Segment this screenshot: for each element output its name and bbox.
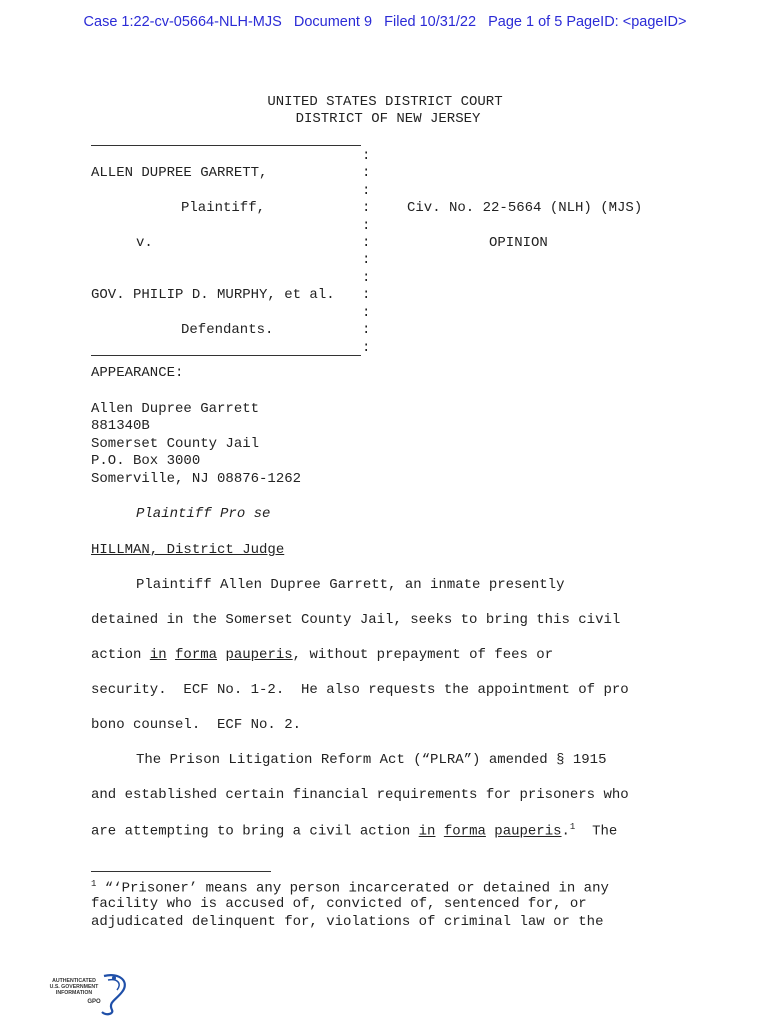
in-forma-pauperis-term: in: [418, 823, 436, 840]
body-line: The Prison Litigation Reform Act (“PLRA”) amended § 1915: [136, 752, 607, 768]
body-line: bono counsel. ECF No. 2.: [91, 717, 302, 733]
defendant-role: Defendants.: [181, 322, 274, 338]
eagle-swoosh: [102, 975, 125, 1014]
in-forma-pauperis-term: in: [149, 647, 167, 663]
body-text: The: [575, 823, 618, 840]
caption-colon: :: [362, 305, 371, 321]
footnote-line: adjudicated delinquent for, violations of criminal law or the: [91, 914, 604, 930]
caption-colon: :: [362, 287, 371, 303]
civil-number: Civ. No. 22-5664 (NLH) (MJS): [407, 200, 643, 216]
appearance-line: Somerset County Jail: [91, 436, 260, 452]
in-forma-pauperis-term: pauperis: [225, 647, 293, 663]
in-forma-pauperis-term: pauperis: [494, 823, 562, 840]
body-text: are attempting to bring a civil action: [91, 823, 419, 840]
footnote-line: [91, 879, 609, 897]
court-district: DISTRICT OF NEW JERSEY: [295, 111, 481, 127]
footnote-text: “‘Prisoner’ means any person incarcerated or detained in any: [96, 880, 609, 897]
caption-top-rule: [91, 145, 361, 146]
body-line: and established certain financial requirements for prisoners who: [91, 787, 629, 803]
gpo-authenticated-seal-icon: [42, 970, 132, 1018]
in-forma-pauperis-term: forma: [175, 647, 218, 663]
defendant-name: GOV. PHILIP D. MURPHY, et al.: [91, 287, 335, 303]
caption-colon: :: [362, 165, 371, 181]
appearance-heading: APPEARANCE:: [91, 365, 184, 381]
case-header: Case 1:22-cv-05664-NLH-MJS Document 9 Filed 10/31/22 Page 1 of 5 PageID: <pageID>: [83, 14, 687, 30]
plaintiff-role: Plaintiff,: [181, 200, 266, 216]
appearance-line: Allen Dupree Garrett: [91, 401, 260, 417]
document-type: OPINION: [489, 235, 548, 251]
body-text: [167, 647, 175, 663]
appearance-line: Somerville, NJ 08876-1262: [91, 471, 302, 487]
footnote-ref[interactable]: 1: [569, 822, 576, 832]
plaintiff-name: ALLEN DUPREE GARRETT,: [91, 165, 268, 181]
seal-text: GPO: [87, 999, 101, 1005]
versus: v.: [136, 235, 153, 251]
seal-text: AUTHENTICATED: [52, 978, 96, 984]
body-text: action: [91, 647, 150, 663]
caption-colon: :: [362, 148, 371, 164]
footnote-rule: [91, 871, 271, 872]
caption-colon: :: [362, 270, 371, 286]
body-text: , without prepayment of fees or: [292, 647, 554, 663]
body-line: security. ECF No. 1-2. He also requests the appointment of pro: [91, 682, 629, 698]
body-line: [91, 647, 553, 663]
caption-colon: :: [362, 235, 371, 251]
court-name: UNITED STATES DISTRICT COURT: [267, 94, 503, 110]
body-line: Plaintiff Allen Dupree Garrett, an inmate presently: [136, 577, 565, 593]
body-text: .: [561, 823, 570, 840]
body-line: [91, 822, 617, 840]
body-line: detained in the Somerset County Jail, seeks to bring this civil: [91, 612, 621, 628]
judge-name: HILLMAN, District Judge: [91, 542, 285, 558]
seal-text: U.S. GOVERNMENT: [49, 984, 99, 990]
caption-colon: :: [362, 252, 371, 268]
caption-colon: :: [362, 183, 371, 199]
caption-bottom-rule: [91, 355, 361, 356]
appearance-line: 881340B: [91, 418, 150, 434]
judge-line: [91, 542, 284, 558]
in-forma-pauperis-term: forma: [443, 823, 486, 840]
seal-text: INFORMATION: [55, 990, 93, 996]
footnote-mark: 1: [91, 879, 97, 889]
caption-colon: :: [362, 218, 371, 234]
caption-colon: :: [362, 200, 371, 216]
appearance-role: Plaintiff Pro se: [136, 506, 271, 522]
footnote-line: facility who is accused of, convicted of, sentenced for, or: [91, 896, 587, 912]
appearance-line: P.O. Box 3000: [91, 453, 201, 469]
caption-colon: :: [362, 340, 371, 356]
eagle-head: [112, 976, 116, 980]
eagle-swoosh-inner: [108, 980, 119, 990]
caption-colon: :: [362, 322, 371, 338]
